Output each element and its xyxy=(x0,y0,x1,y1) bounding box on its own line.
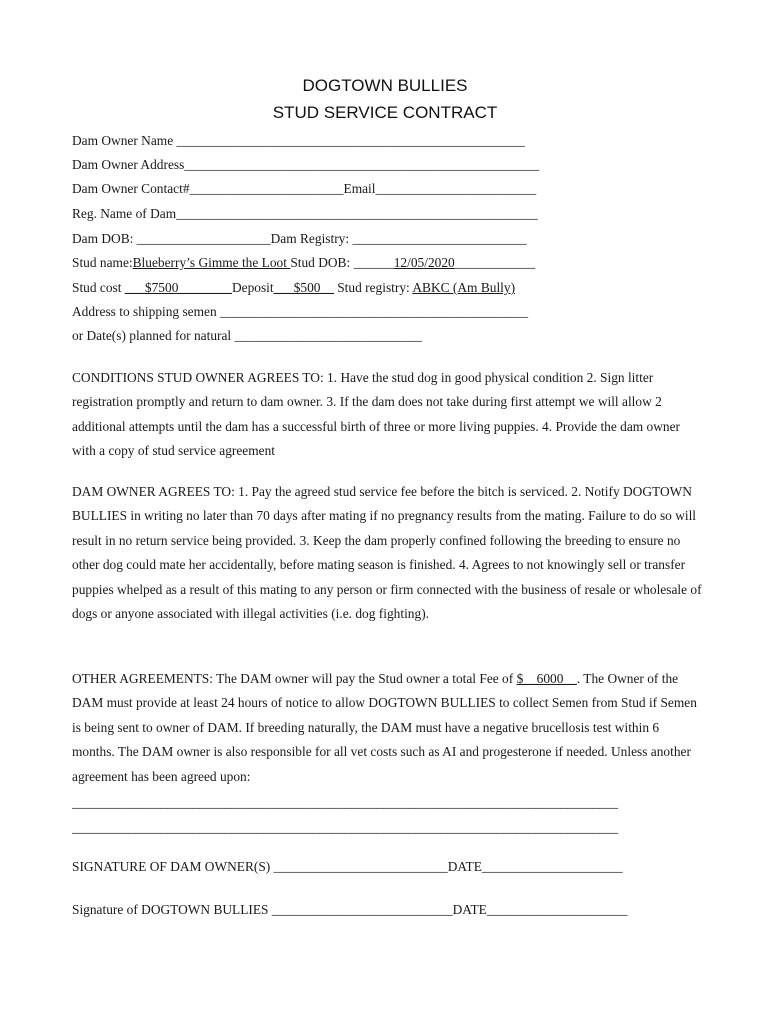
dam-owner-signature-row xyxy=(72,859,623,875)
other-agreements xyxy=(72,667,702,789)
dam-dob-row xyxy=(72,231,527,247)
stud-cost-row xyxy=(72,280,515,296)
deposit-value[interactable]: ___$500__ xyxy=(273,280,334,295)
agreement-blank-line-2[interactable]: ______________________________________________________________________________________ xyxy=(72,820,618,835)
stud-name-label: Stud name: xyxy=(72,255,133,270)
stud-dob-lead: ______ xyxy=(353,255,394,270)
stud-name-value[interactable]: Blueberry’s Gimme the Loot xyxy=(132,255,291,270)
dam-registry-blank[interactable]: __________________________ xyxy=(352,231,527,246)
dam-owner-contact-label: Dam Owner Contact# xyxy=(72,181,190,196)
dogtown-signature-field[interactable]: ___________________________ xyxy=(271,902,453,917)
natural-dates-field[interactable]: or Date(s) planned for natural ____________________________ xyxy=(72,328,422,343)
total-fee-value[interactable]: $__6000__ xyxy=(516,671,577,686)
stud-registry-value[interactable]: ABKC (Am Bully) xyxy=(412,280,516,295)
stud-dob-tail: ____________ xyxy=(454,255,536,270)
stud-owner-conditions: CONDITIONS STUD OWNER AGREES TO: 1. Have the stud dog in good physical condition 2. Sign litter registration promptly and return to dam owner. 3. If the dam does not take during first attempt we will allow 2 additional attempts until the dam has a successful birth of three or more living puppies. 4. Provide the dam owner with a copy of stud service agreement xyxy=(72,370,681,459)
dam-dob-blank[interactable]: ____________________ xyxy=(136,231,271,246)
stud-cost-label: Stud cost xyxy=(72,280,125,295)
agreement-blank-line-1[interactable]: ______________________________________________________________________________________ xyxy=(72,795,618,810)
stud-dob-value[interactable]: 12/05/2020 xyxy=(393,255,455,270)
dogtown-signature-row xyxy=(72,902,627,918)
document-subtitle: STUD SERVICE CONTRACT xyxy=(272,103,498,122)
deposit-label: Deposit xyxy=(231,280,274,295)
stud-dob-label: Stud DOB: xyxy=(290,255,354,270)
stud-name-row xyxy=(72,255,535,271)
dam-owner-signature-field[interactable]: __________________________ xyxy=(273,859,448,874)
stud-registry-label: Stud registry: xyxy=(333,280,413,295)
reg-name-of-dam-field[interactable]: Reg. Name of Dam______________________________________________________ xyxy=(72,206,538,221)
document-title: DOGTOWN BULLIES xyxy=(302,76,468,95)
dam-owner-signature-label: SIGNATURE OF DAM OWNER(S) xyxy=(72,859,274,874)
stud-cost-value[interactable]: ___$7500________ xyxy=(124,280,232,295)
dam-owner-address-field[interactable]: Dam Owner Address_____________________________________________________ xyxy=(72,157,540,172)
email-label: Email xyxy=(343,181,376,196)
shipping-address-field[interactable]: Address to shipping semen ______________________________________________ xyxy=(72,304,529,319)
dam-owner-conditions: DAM OWNER AGREES TO: 1. Pay the agreed stud service fee before the bitch is serviced. 2. Notify DOGTOWN BULLIES in writing no later than 70 days after mating if no pregnancy results from the mating. Failure to do so will result in no return service being provided. 3. Keep the dam properly confined following the breeding to ensure no other dog could mate her accidentally, before mating season is finished. 4. Agrees to not knowingly sell or transfer puppies whelped as a result of this mating to any person or firm connected with the business of resale or wholesale of dogs or anyone associated with illegal activities (i.e. dog fighting). xyxy=(72,484,702,622)
dam-owner-contact-blank[interactable]: _______________________ xyxy=(189,181,344,196)
other-agreements-suffix: . The Owner of the DAM must provide at least 24 hours of notice to allow DOGTOWN BULLIES to collect Semen from Stud if Semen is being sent to owner of DAM. If breeding naturally, the DAM must have a negative brucellosis test within 6 months. The DAM owner is also responsible for all vet costs such as AI and progesterone if needed. Unless another agreement has been agreed upon: xyxy=(72,671,697,784)
dam-owner-contact-row xyxy=(72,181,536,197)
dam-owner-date-field[interactable]: _____________________ xyxy=(481,859,623,874)
dam-dob-label: Dam DOB: xyxy=(72,231,137,246)
dogtown-date-field[interactable]: _____________________ xyxy=(486,902,628,917)
dogtown-date-label: DATE xyxy=(452,902,487,917)
dam-owner-name-field[interactable]: Dam Owner Name ____________________________________________________ xyxy=(72,133,525,148)
dam-owner-date-label: DATE xyxy=(447,859,482,874)
dogtown-signature-label: Signature of DOGTOWN BULLIES xyxy=(72,902,272,917)
dam-registry-label: Dam Registry: xyxy=(270,231,353,246)
email-blank[interactable]: ________________________ xyxy=(375,181,537,196)
other-agreements-prefix: OTHER AGREEMENTS: The DAM owner will pay the Stud owner a total Fee of xyxy=(72,671,517,686)
